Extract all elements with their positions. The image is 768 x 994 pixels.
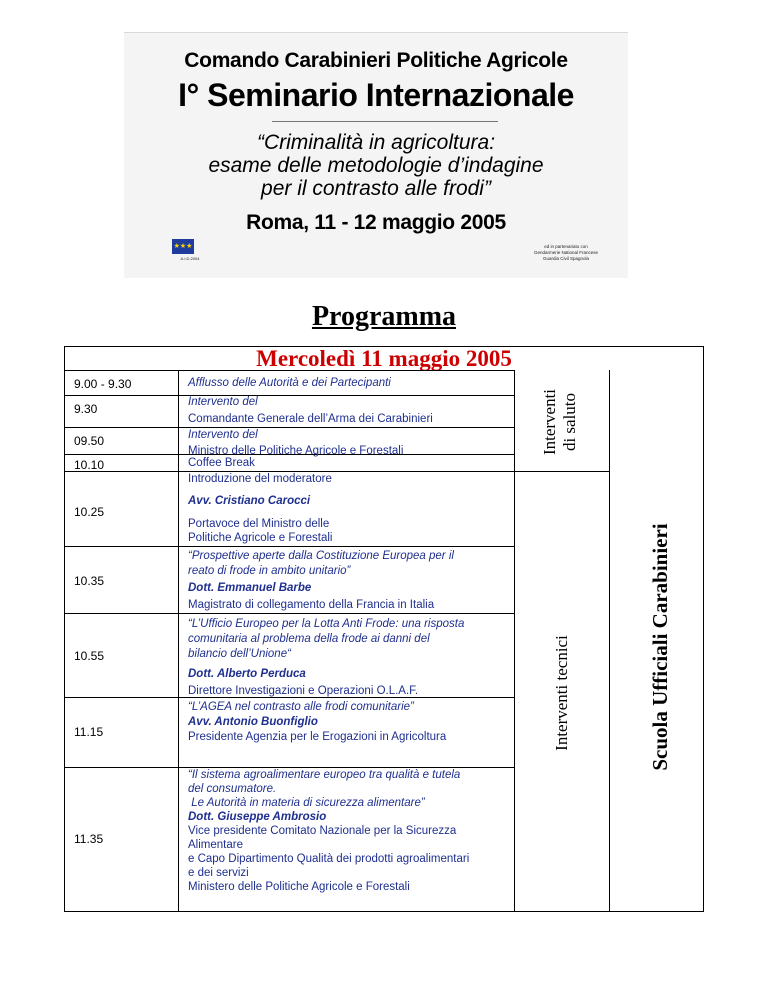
subtitle-line: esame delle metodologie d’indagine xyxy=(208,154,544,177)
talk-title: bilancio dell’Unione“ xyxy=(188,648,291,660)
subtitle-line: per il contrasto alle frodi” xyxy=(261,177,491,200)
side-label-tecnici: Interventi tecnici xyxy=(552,635,571,751)
speaker-role: Alimentare xyxy=(188,839,243,851)
partners-line: Gendarmerie National Francese xyxy=(533,250,599,255)
page-title: Programma xyxy=(311,301,457,332)
speaker-name: Dott. Alberto Perduca xyxy=(188,668,306,680)
session-line: Intervento del xyxy=(188,396,258,408)
banner-subtitle xyxy=(124,131,628,200)
speaker-name: Dott. Giuseppe Ambrosio xyxy=(188,811,327,823)
speaker-name: Dott. Emmanuel Barbe xyxy=(188,582,312,594)
speaker-role: Ministero delle Politiche Agricole e Forestali xyxy=(188,881,410,893)
session-line: Comandante Generale dell’Arma dei Carabinieri xyxy=(188,413,433,425)
time-slot: 09.50 xyxy=(74,434,105,448)
speaker-name: Avv. Cristiano Carocci xyxy=(188,495,311,507)
eu-flag-icon: ★★★ xyxy=(172,239,194,254)
session-text: Afflusso delle Autorità e dei Partecipanti xyxy=(188,377,391,389)
side-label-line: di saluto xyxy=(560,392,579,452)
banner-organizer: Comando Carabinieri Politiche Agricole xyxy=(184,49,568,72)
seminar-banner xyxy=(124,32,628,278)
speaker-name: Avv. Antonio Buonfiglio xyxy=(188,716,318,728)
time-slot: 10.10 xyxy=(74,458,105,472)
session-text xyxy=(188,700,506,744)
time-slot: 11.15 xyxy=(74,725,104,739)
talk-title: reato di frode in ambito unitario” xyxy=(188,565,351,577)
session-text xyxy=(188,395,506,426)
talk-title: “L’Ufficio Europeo per la Lotta Anti Frode: una risposta xyxy=(188,618,465,630)
speaker-role: e Capo Dipartimento Qualità dei prodotti agroalimentari xyxy=(188,853,470,865)
banner-place-date: Roma, 11 - 12 maggio 2005 xyxy=(246,211,506,234)
partners-line: Guardia Civil Spagnola xyxy=(542,256,590,261)
banner-seminar-title: I° Seminario Internazionale xyxy=(178,77,574,113)
session-text xyxy=(188,617,506,698)
time-slot: 9.30 xyxy=(74,402,98,416)
speaker-role: Vice presidente Comitato Nazionale per la Sicurezza xyxy=(188,825,457,837)
talk-title: “Il sistema agroalimentare europeo tra qualità e tutela xyxy=(188,769,461,781)
time-slot: 11.35 xyxy=(74,832,104,846)
session-text: Coffee Break xyxy=(188,457,255,469)
talk-title: “Prospettive aperte dalla Costituzione Europea per il xyxy=(188,550,454,562)
talk-title: del consumatore. xyxy=(188,783,277,795)
eu-logo-caption: A.I.D.2004 xyxy=(180,256,200,261)
column-divider xyxy=(514,370,515,912)
partners-note xyxy=(516,244,616,262)
session-text xyxy=(188,428,506,458)
time-slot: 10.25 xyxy=(74,505,105,519)
side-label-line: Interventi xyxy=(540,388,559,456)
speaker-role: Direttore Investigazioni e Operazioni O.L.A.F. xyxy=(188,685,419,697)
session-line: Intervento del xyxy=(188,429,258,441)
session-text xyxy=(188,472,506,545)
speaker-role: Portavoce del Ministro delle xyxy=(188,518,330,530)
banner-divider xyxy=(272,121,498,122)
side-label-scuola: Scuola Ufficiali Carabinieri xyxy=(648,523,672,771)
time-slot: 9.00 - 9.30 xyxy=(74,377,132,391)
speaker-role: e dei servizi xyxy=(188,867,249,879)
speaker-role: Politiche Agricole e Forestali xyxy=(188,532,333,544)
talk-title: comunitaria al problema della frode ai danni del xyxy=(188,633,430,645)
column-divider xyxy=(609,370,610,912)
row-divider xyxy=(64,370,514,371)
session-text xyxy=(188,768,506,894)
day-heading: Mercoledì 11 maggio 2005 xyxy=(256,346,512,371)
partners-line: ed in partenariato con xyxy=(544,244,588,249)
speaker-role: Presidente Agenzia per le Erogazioni in Agricoltura xyxy=(188,731,447,743)
subtitle-line: “Criminalità in agricoltura: xyxy=(256,131,496,154)
session-line: Ministro delle Politiche Agricole e Forestali xyxy=(188,445,404,457)
talk-title: Le Autorità in materia di sicurezza alimentare” xyxy=(188,797,425,809)
time-slot: 10.35 xyxy=(74,574,105,588)
session-line: Introduzione del moderatore xyxy=(188,473,332,485)
row-divider xyxy=(64,546,514,547)
row-divider xyxy=(64,613,514,614)
side-label-saluto xyxy=(540,372,584,472)
talk-title: “L’AGEA nel contrasto alle frodi comunitarie” xyxy=(188,701,414,713)
session-text xyxy=(188,549,506,612)
column-divider xyxy=(178,370,179,912)
speaker-role: Magistrato di collegamento della Francia in Italia xyxy=(188,599,435,611)
time-slot: 10.55 xyxy=(74,649,105,663)
